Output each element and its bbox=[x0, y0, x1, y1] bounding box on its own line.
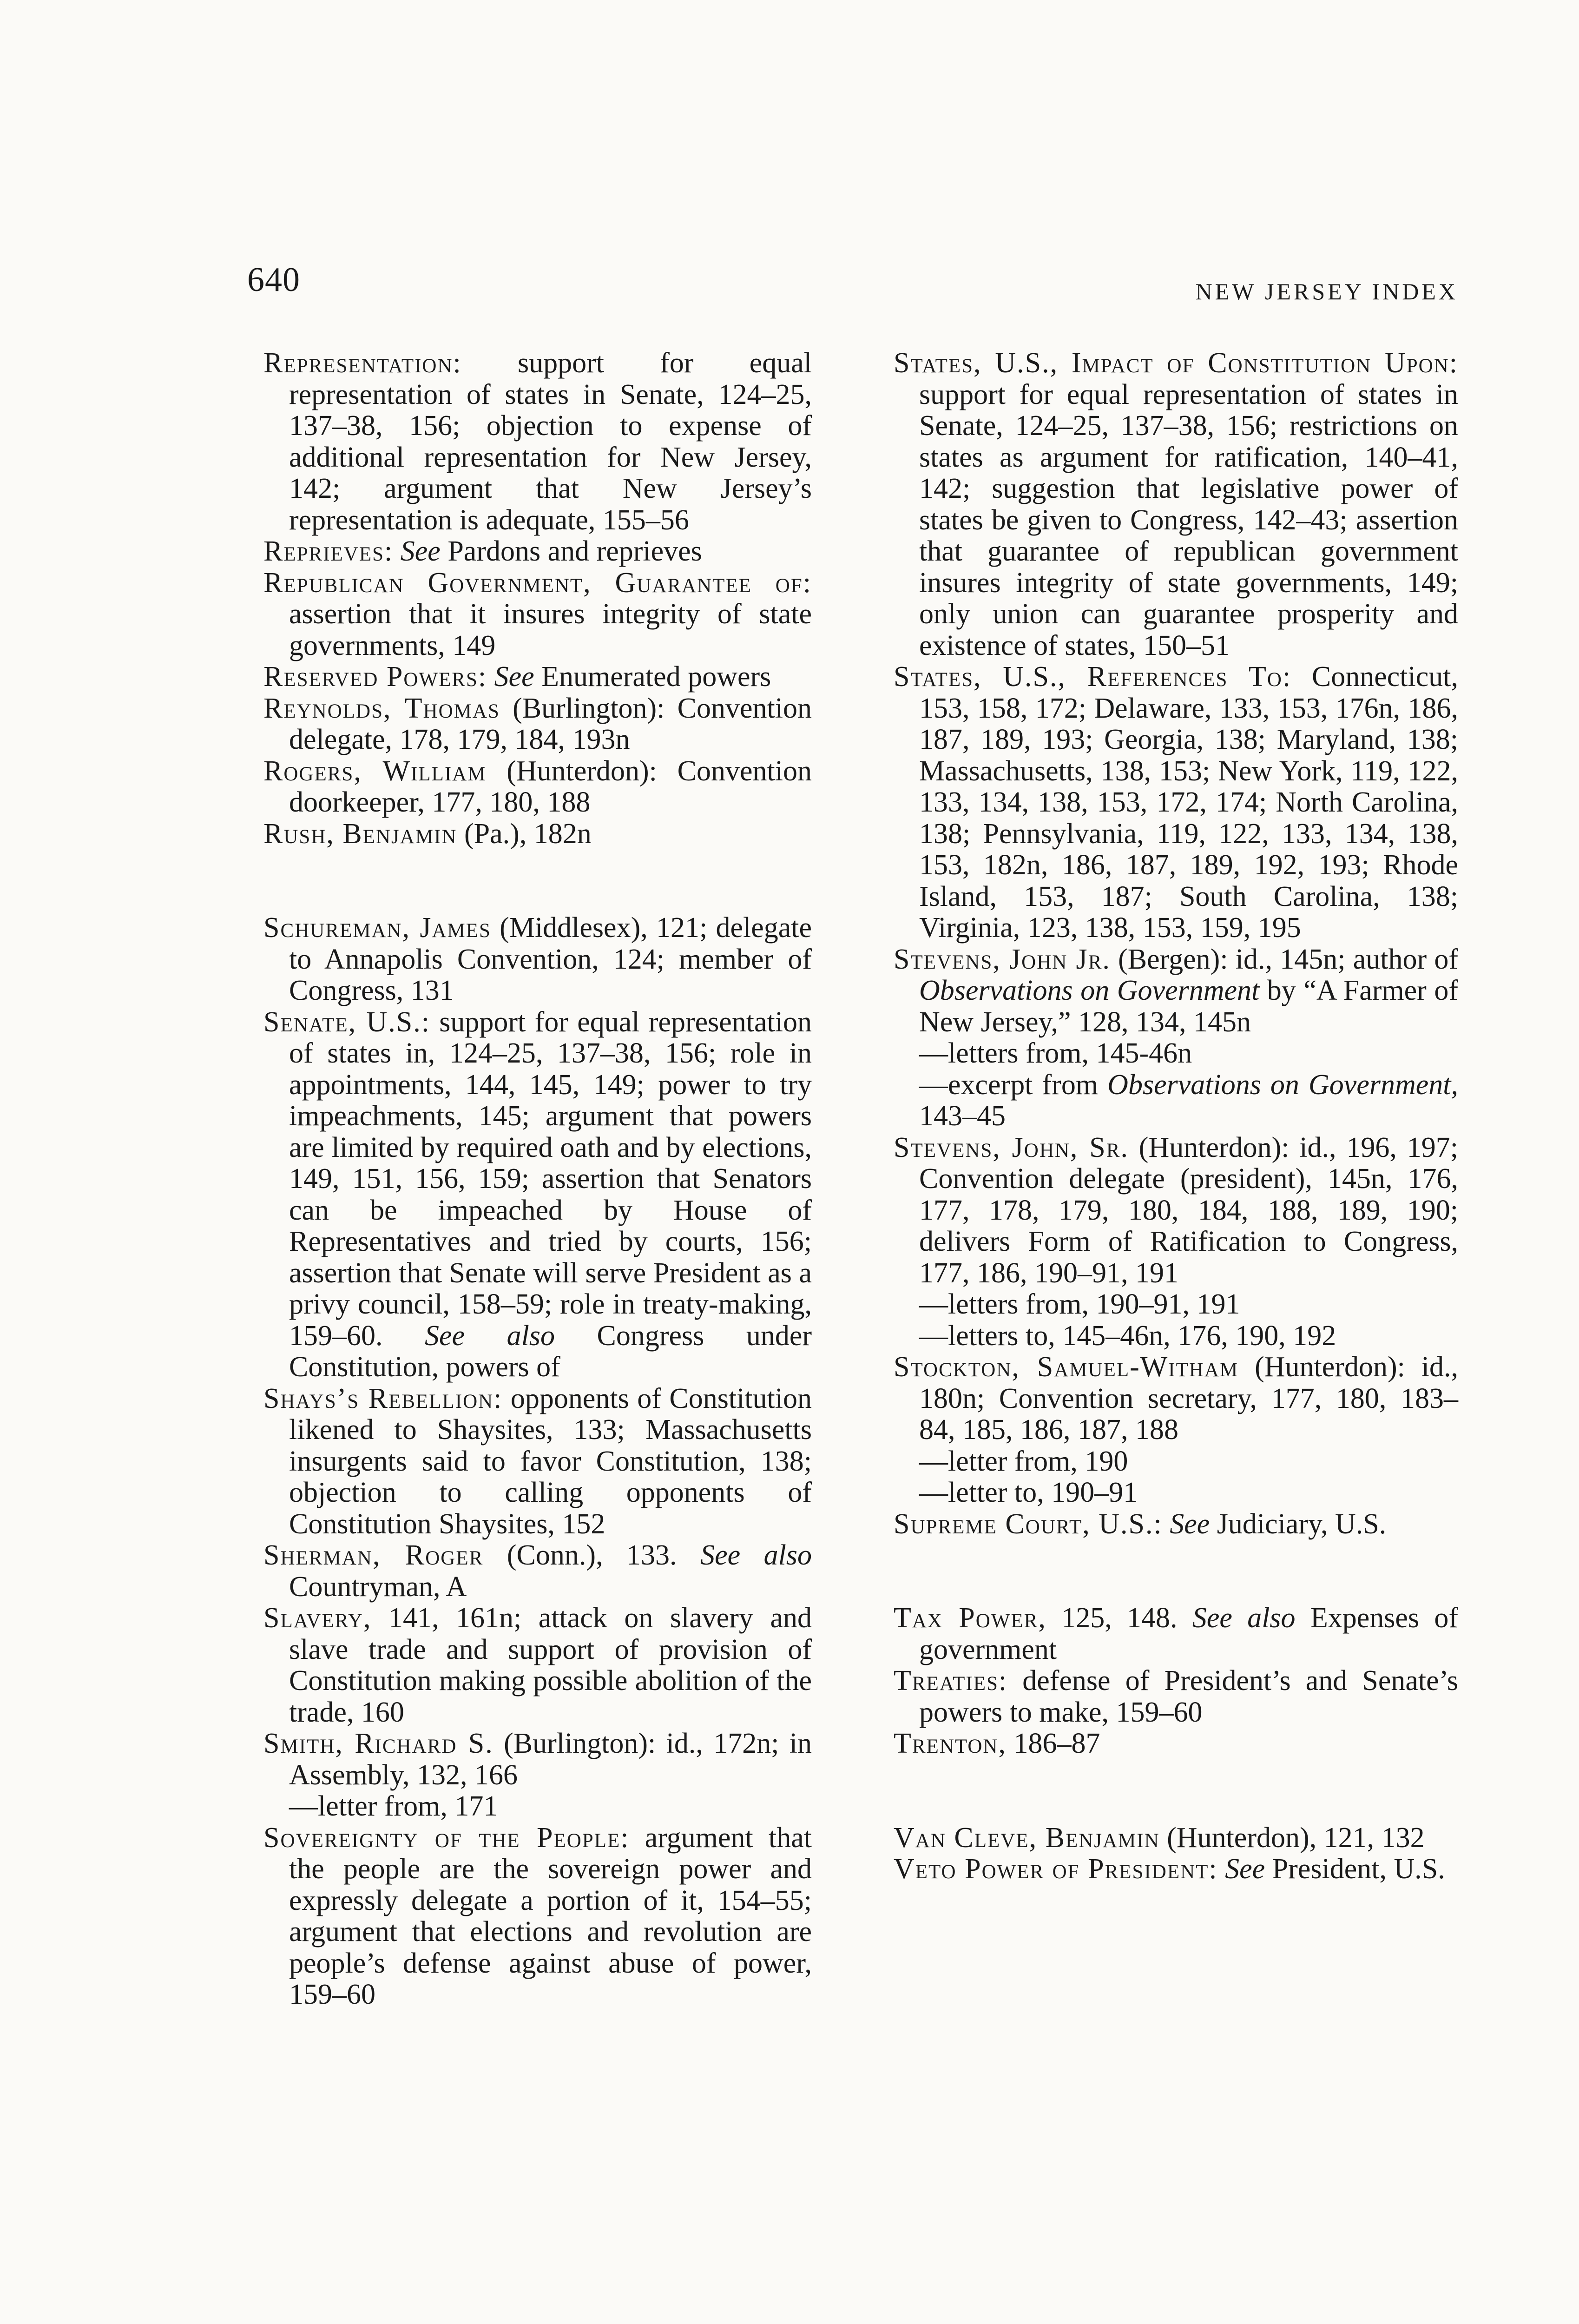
entry-text-cont: Expenses of government bbox=[919, 1602, 1459, 1665]
entry-heading: Reprieves: bbox=[263, 535, 394, 567]
entry-text: support for equal representation of states in Senate, 124–25, 137–38, 156; restrictions on states as argument for ratification, 140–41, 142; suggestion that legislative power of states be given to Congress, 142–43; assertion that guarantee of republican government insures integrity of state governments, 149; only union can guarantee prosperity and existence of states, 150–51 bbox=[919, 378, 1458, 661]
index-entry bbox=[263, 536, 812, 568]
entry-heading: Stevens, John Jr. bbox=[894, 943, 1111, 975]
entry-text: (Bergen): id., 145n; author of bbox=[1110, 943, 1458, 975]
entry-text: Pardons and reprieves bbox=[440, 535, 702, 567]
entry-text: defense of President’s and Senate’s powers to make, 159–60 bbox=[919, 1665, 1458, 1728]
see-reference: See bbox=[1225, 1853, 1265, 1885]
entry-text: (Burlington): id., 172n; in Assembly, 132, 166 bbox=[289, 1728, 812, 1791]
index-entry bbox=[263, 819, 812, 850]
entry-heading: Republican Government, Guarantee of: bbox=[263, 567, 812, 599]
entry-heading: Reynolds, Thomas bbox=[263, 692, 500, 724]
index-entry bbox=[263, 1603, 812, 1728]
entry-heading: States, U.S., References To: bbox=[894, 661, 1292, 693]
entry-text: (Conn.), 133. bbox=[483, 1539, 701, 1571]
index-entry bbox=[894, 1854, 1458, 1885]
entry-heading: Tax Power, bbox=[894, 1602, 1046, 1634]
see-reference: See bbox=[1170, 1508, 1210, 1540]
entry-text: 141, 161n; attack on slavery and slave trade and support of provision of Constitution making possible abolition of the trade, 160 bbox=[289, 1602, 812, 1728]
entry-text: (Hunterdon): id., 196, 197; Convention delegate (president), 145n, 176, 177, 178, 179, 180, 184, 188, 189, 190; delivers Form of Ratification to Congress, 177, 186, 190–91, 191 bbox=[919, 1131, 1458, 1289]
entry-text: (Pa.), 182n bbox=[457, 818, 592, 850]
running-title: NEW JERSEY INDEX bbox=[1195, 278, 1458, 304]
entry-space bbox=[1163, 1508, 1170, 1540]
entry-heading: Sovereignty of the People: bbox=[263, 1822, 630, 1854]
index-entry bbox=[263, 912, 812, 1007]
entry-heading: Schureman, James bbox=[263, 912, 491, 944]
see-reference: See bbox=[400, 535, 441, 567]
index-entry bbox=[894, 661, 1458, 944]
index-entry bbox=[263, 661, 812, 693]
index-subentry: —letters from, 145-46n bbox=[919, 1037, 1192, 1069]
entry-heading: Senate, U.S.: bbox=[263, 1006, 430, 1038]
index-subentry: —letter from, 190 bbox=[919, 1445, 1128, 1477]
index-entry bbox=[894, 1728, 1458, 1760]
entry-text: (Hunterdon): id., 180n; Convention secretary, 177, 180, 183–84, 185, 186, 187, 188 bbox=[919, 1351, 1458, 1446]
entry-text: 125, 148. bbox=[1046, 1602, 1192, 1634]
index-entry bbox=[263, 1822, 812, 2011]
entry-text: (Middlesex), 121; delegate to Annapolis Convention, 124; member of Congress, 131 bbox=[289, 912, 812, 1006]
index-entry bbox=[263, 693, 812, 756]
entry-text: Connecticut, 153, 158, 172; Delaware, 133, 153, 176n, 186, 187, 189, 193; Georgia, 138; Maryland, 138; Massachusetts, 138, 153; New York, 119, 122, 133, 134, 138, 153, 172, 174; North Carolina, 138; Pennsylvania, 119, 122, 133, 134, 138, 153, 182n, 186, 187, 189, 192, 193; Rhode Island, 153, 187; South Carolina, 138; Virginia, 123, 138, 153, 159, 195 bbox=[919, 661, 1458, 944]
entry-text: Enumerated powers bbox=[534, 661, 771, 693]
entry-heading: Veto Power of President: bbox=[894, 1853, 1218, 1885]
entry-heading: Treaties: bbox=[894, 1665, 1008, 1697]
entry-text: assertion that it insures integrity of state governments, 149 bbox=[289, 598, 812, 661]
index-entry bbox=[894, 1132, 1458, 1289]
index-entry bbox=[894, 944, 1458, 1038]
entry-text: argument that the people are the sovereign power and expressly delegate a portion of it, 154–55; argument that elections and revolution are people’s defense against abuse of power, 159–60 bbox=[289, 1822, 812, 2010]
entry-heading: Rogers, William bbox=[263, 755, 487, 787]
entry-heading: Supreme Court, U.S.: bbox=[894, 1508, 1163, 1540]
see-reference: See bbox=[494, 661, 534, 693]
index-entry bbox=[263, 1383, 812, 1540]
index-entry bbox=[263, 348, 812, 536]
index-entry bbox=[263, 1540, 812, 1603]
entry-text: opponents of Constitution likened to Shaysites, 133; Massachusetts insurgents said to favor Constitution, 138; objection to calling opponents of Constitution Shaysites, 152 bbox=[289, 1382, 812, 1540]
index-subentry: —letters to, 145–46n, 176, 190, 192 bbox=[919, 1320, 1336, 1352]
entry-text: (Burlington): Convention delegate, 178, 179, 184, 193n bbox=[289, 692, 812, 755]
entry-space bbox=[393, 535, 401, 567]
entry-heading: Stevens, John, Sr. bbox=[894, 1131, 1129, 1163]
entry-heading: Trenton, bbox=[894, 1728, 1007, 1759]
index-subentry bbox=[894, 1070, 1458, 1132]
entry-heading: Sherman, Roger bbox=[263, 1539, 484, 1571]
entry-text-cont: Congress under Constitution, powers of bbox=[289, 1320, 812, 1383]
entry-text-cont: Countryman, A bbox=[289, 1571, 467, 1603]
entry-text: (Hunterdon), 121, 132 bbox=[1159, 1822, 1425, 1854]
entry-heading: States, U.S., Impact of Constitution Upon: bbox=[894, 347, 1458, 379]
entry-heading: Representation: bbox=[263, 347, 462, 379]
index-entry bbox=[894, 1352, 1458, 1446]
entry-text: support for equal representation of states in, 124–25, 137–38, 156; role in appointments, 144, 145, 149; power to try impeachments, 145; argument that powers are limited by required oath and by elections, 149, 151, 156, 159; assertion that Senators can be impeached by House of Representatives and tried by courts, 156; assertion that Senate will serve President as a privy council, 158–59; role in treaty-making, 159–60. bbox=[289, 1006, 812, 1352]
entry-space bbox=[487, 661, 494, 693]
index-entry bbox=[263, 1728, 812, 1791]
index-subentry: —letter to, 190–91 bbox=[919, 1477, 1138, 1508]
subentry-text: —excerpt from bbox=[919, 1069, 1108, 1101]
index-entry bbox=[263, 756, 812, 819]
entry-heading: Shays’s Rebellion: bbox=[263, 1382, 503, 1414]
index-column-left bbox=[263, 348, 812, 2011]
entry-heading: Stockton, Samuel-Witham bbox=[894, 1351, 1239, 1383]
entry-text: President, U.S. bbox=[1265, 1853, 1445, 1885]
entry-heading: Reserved Powers: bbox=[263, 661, 487, 693]
index-entry bbox=[894, 1665, 1458, 1728]
entry-space bbox=[1218, 1853, 1225, 1885]
entry-text: support for equal representation of states in Senate, 124–25, 137–38, 156; objection to expense of additional representation for New Jersey, 142; argument that New Jersey’s representation is adequate, 155–56 bbox=[289, 347, 812, 536]
page-number: 640 bbox=[247, 261, 300, 299]
index-subentry: —letter from, 171 bbox=[289, 1790, 498, 1822]
entry-text: 186–87 bbox=[1006, 1728, 1100, 1759]
entry-heading: Van Cleve, Benjamin bbox=[894, 1822, 1160, 1854]
entry-text-cont: by “A Farmer of New Jersey,” 128, 134, 145n bbox=[919, 975, 1458, 1038]
entry-heading: Smith, Richard S. bbox=[263, 1728, 493, 1759]
index-entry bbox=[894, 1822, 1458, 1854]
see-reference: See also bbox=[425, 1320, 555, 1352]
index-entry bbox=[894, 348, 1458, 661]
index-entry bbox=[894, 1603, 1458, 1665]
subentry-title: Observations on Government, bbox=[1107, 1069, 1458, 1101]
entry-text: (Hunterdon): Convention doorkeeper, 177, 180, 188 bbox=[289, 755, 812, 818]
entry-heading: Rush, Benjamin bbox=[263, 818, 457, 850]
entry-heading: Slavery, bbox=[263, 1602, 372, 1634]
see-reference: See also bbox=[1192, 1602, 1296, 1634]
subentry-pages: 143–45 bbox=[919, 1100, 1006, 1132]
index-column-right bbox=[894, 348, 1458, 1885]
see-reference: See also bbox=[700, 1539, 812, 1571]
index-entry bbox=[263, 1007, 812, 1383]
index-entry bbox=[263, 568, 812, 662]
index-entry bbox=[894, 1509, 1458, 1540]
see-reference: Observations on Government bbox=[919, 975, 1260, 1006]
index-subentry: —letters from, 190–91, 191 bbox=[919, 1288, 1240, 1320]
entry-text: Judiciary, U.S. bbox=[1210, 1508, 1387, 1540]
